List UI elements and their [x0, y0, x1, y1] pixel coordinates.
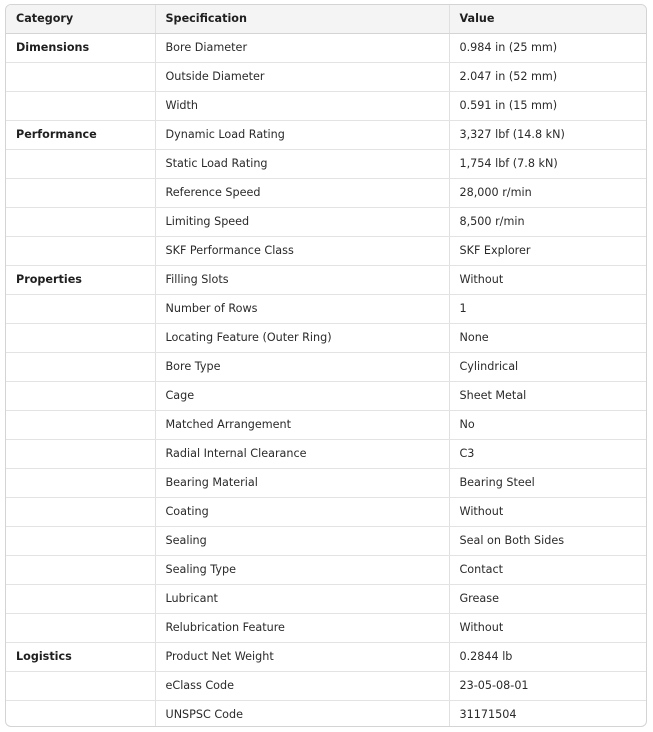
category-cell: Logistics [6, 643, 155, 672]
specification-cell: UNSPSC Code [155, 701, 449, 728]
value-cell: 0.591 in (15 mm) [449, 92, 647, 121]
specification-cell: Bearing Material [155, 469, 449, 498]
value-cell: 0.2844 lb [449, 643, 647, 672]
specification-cell: SKF Performance Class [155, 237, 449, 266]
table-row [6, 440, 647, 469]
value-cell: 0.984 in (25 mm) [449, 34, 647, 63]
value-cell: 8,500 r/min [449, 208, 647, 237]
value-cell: SKF Explorer [449, 237, 647, 266]
specification-cell: Radial Internal Clearance [155, 440, 449, 469]
category-cell [6, 208, 155, 237]
specification-cell: Width [155, 92, 449, 121]
table-row [6, 34, 647, 63]
table-header [6, 5, 647, 34]
value-cell: 23-05-08-01 [449, 672, 647, 701]
specification-cell: eClass Code [155, 672, 449, 701]
table-row [6, 63, 647, 92]
table-row [6, 353, 647, 382]
category-cell [6, 295, 155, 324]
table-row [6, 556, 647, 585]
value-cell: 1 [449, 295, 647, 324]
category-cell [6, 92, 155, 121]
value-cell: Without [449, 614, 647, 643]
specification-cell: Filling Slots [155, 266, 449, 295]
category-cell: Properties [6, 266, 155, 295]
specification-cell: Static Load Rating [155, 150, 449, 179]
table-row [6, 498, 647, 527]
category-cell [6, 701, 155, 728]
specification-cell: Bore Type [155, 353, 449, 382]
table-row [6, 295, 647, 324]
category-cell [6, 440, 155, 469]
specification-cell: Product Net Weight [155, 643, 449, 672]
table-row [6, 121, 647, 150]
category-cell [6, 324, 155, 353]
specification-cell: Outside Diameter [155, 63, 449, 92]
table-row [6, 237, 647, 266]
table-row [6, 672, 647, 701]
specification-cell: Cage [155, 382, 449, 411]
value-cell: Contact [449, 556, 647, 585]
table-row [6, 150, 647, 179]
table-body [6, 34, 647, 728]
category-cell [6, 237, 155, 266]
header-row [6, 5, 647, 34]
spec-table [6, 5, 647, 727]
value-cell: Grease [449, 585, 647, 614]
table-row [6, 92, 647, 121]
table-row [6, 469, 647, 498]
value-cell: 2.047 in (52 mm) [449, 63, 647, 92]
specification-cell: Matched Arrangement [155, 411, 449, 440]
value-cell: Cylindrical [449, 353, 647, 382]
value-cell: Sheet Metal [449, 382, 647, 411]
category-cell [6, 469, 155, 498]
header-category: Category [6, 5, 155, 34]
specification-cell: Number of Rows [155, 295, 449, 324]
category-cell [6, 150, 155, 179]
specification-cell: Reference Speed [155, 179, 449, 208]
category-cell [6, 498, 155, 527]
table-row [6, 527, 647, 556]
value-cell: Without [449, 498, 647, 527]
value-cell: 1,754 lbf (7.8 kN) [449, 150, 647, 179]
table-row [6, 701, 647, 728]
value-cell: 28,000 r/min [449, 179, 647, 208]
value-cell: No [449, 411, 647, 440]
table-row [6, 585, 647, 614]
table-row [6, 643, 647, 672]
specification-cell: Relubrication Feature [155, 614, 449, 643]
spec-table-container [5, 4, 647, 727]
value-cell: Without [449, 266, 647, 295]
category-cell [6, 672, 155, 701]
table-row [6, 614, 647, 643]
specification-cell: Limiting Speed [155, 208, 449, 237]
header-specification: Specification [155, 5, 449, 34]
value-cell: None [449, 324, 647, 353]
category-cell [6, 585, 155, 614]
table-row [6, 324, 647, 353]
table-row [6, 411, 647, 440]
table-row [6, 179, 647, 208]
table-row [6, 266, 647, 295]
specification-cell: Lubricant [155, 585, 449, 614]
category-cell: Dimensions [6, 34, 155, 63]
value-cell: Bearing Steel [449, 469, 647, 498]
specification-cell: Coating [155, 498, 449, 527]
value-cell: 31171504 [449, 701, 647, 728]
category-cell [6, 556, 155, 585]
header-value: Value [449, 5, 647, 34]
category-cell [6, 411, 155, 440]
specification-cell: Dynamic Load Rating [155, 121, 449, 150]
category-cell [6, 527, 155, 556]
category-cell: Performance [6, 121, 155, 150]
category-cell [6, 382, 155, 411]
value-cell: C3 [449, 440, 647, 469]
value-cell: Seal on Both Sides [449, 527, 647, 556]
specification-cell: Sealing Type [155, 556, 449, 585]
value-cell: 3,327 lbf (14.8 kN) [449, 121, 647, 150]
category-cell [6, 614, 155, 643]
table-row [6, 208, 647, 237]
category-cell [6, 63, 155, 92]
category-cell [6, 179, 155, 208]
specification-cell: Locating Feature (Outer Ring) [155, 324, 449, 353]
specification-cell: Bore Diameter [155, 34, 449, 63]
specification-cell: Sealing [155, 527, 449, 556]
table-row [6, 382, 647, 411]
category-cell [6, 353, 155, 382]
